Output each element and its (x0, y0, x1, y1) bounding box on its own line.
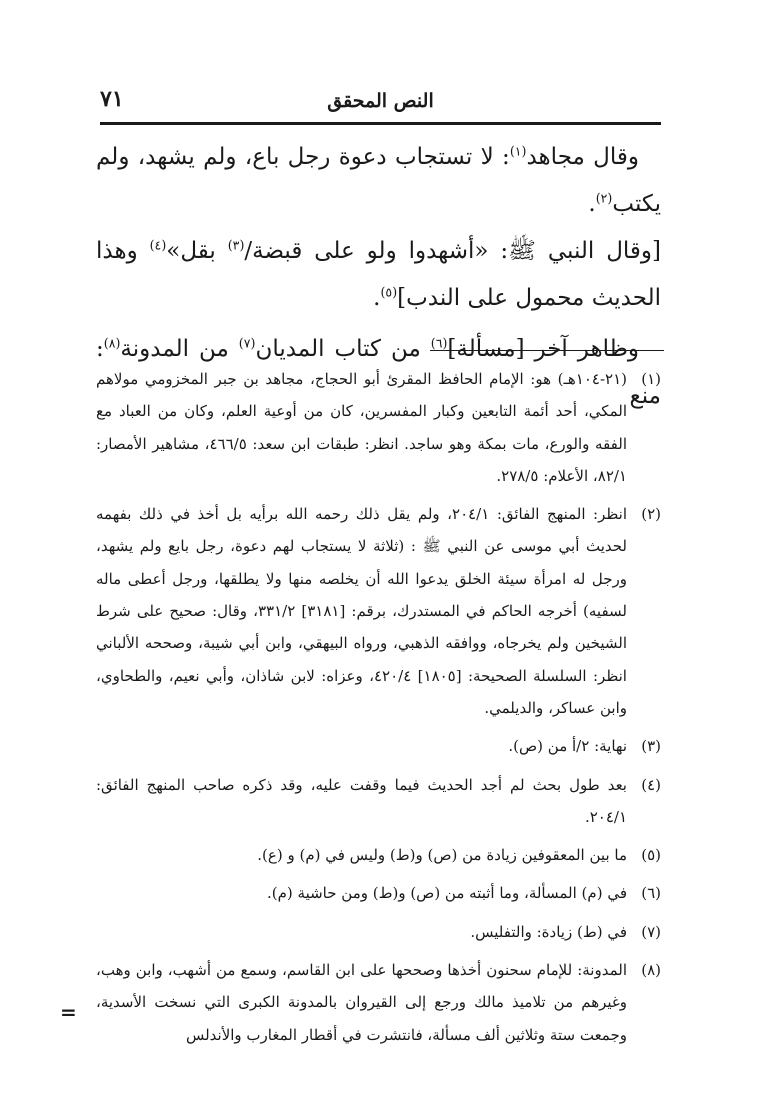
footnote-text: بعد طول بحث لم أجد الحديث فيما وقفت عليه، وقد ذكره صاحب المنهج الفائق: ٢٠٤/١. (96, 775, 627, 826)
footnote-number: (١) (641, 370, 661, 388)
footnote-number: (٧) (641, 922, 661, 941)
footnote-text: في (ط) زيادة: والتفليس. (470, 922, 627, 941)
footnote-ref: (٤) (149, 237, 167, 253)
footnote-2 (96, 498, 661, 724)
footnote-separator (430, 350, 664, 351)
footnote-number: (٦) (641, 884, 661, 903)
footnote-ref: (٦) (430, 335, 448, 351)
paragraph-hadith: [وقال النبي ﷺ: «أشهدوا ولو على قبضة/$^{(٣)}$ بقل»$^{(٤)}$ وهذا الحديث محمول على الندب]$^{(٥)}$. (96, 237, 661, 311)
footnote-number: (٥) (641, 846, 661, 865)
footnotes (96, 363, 661, 1057)
footnote-text: نهاية: ٢/أ من (ص). (508, 737, 627, 756)
continuation-mark: = (60, 1000, 77, 1024)
header-rule (100, 122, 661, 125)
footnote-8 (96, 954, 661, 1051)
page-number: ٧١ (100, 86, 124, 112)
footnote-ref: (٢) (595, 190, 613, 206)
paragraph-mujahid: وقال مجاهد$^{(١)}$: لا تستجاب دعوة رجل باع، ولم يشهد، ولم يكتب$^{(٢)}$. (96, 143, 661, 217)
footnote-number: (٤) (641, 775, 661, 794)
footnote-ref: (٧) (238, 335, 256, 351)
footnote-number: (٢) (641, 505, 661, 524)
paragraph-mudawwana: وظاهر آخر [مسألة]$^{(٦)}$ من كتاب المديان$^{(٧)}$ من المدونة$^{(٨)}$: منع (96, 335, 661, 409)
page-title: النص المحقق (327, 90, 434, 112)
footnote-5 (96, 839, 661, 871)
footnote-ref: (١) (509, 143, 527, 159)
footnote-ref: (٣) (227, 237, 245, 253)
footnote-4 (96, 769, 661, 834)
footnote-1 (96, 363, 661, 492)
page-header (100, 84, 661, 116)
footnote-ref: (٨) (103, 335, 121, 351)
footnote-number: (٨) (641, 961, 661, 980)
footnote-text: في (م) المسألة، وما أثبته من (ص) و(ط) ومن حاشية (م). (267, 884, 627, 903)
footnote-text: ما بين المعقوفين زيادة من (ص) و(ط) وليس في (م) و (ع). (257, 846, 627, 865)
footnote-3 (96, 730, 661, 762)
footnote-ref: (٥) (380, 284, 398, 300)
footnote-text: انظر: المنهج الفائق: ٢٠٤/١، ولم يقل ذلك رحمه الله برأيه بل أخذ في ذلك بفهمه لحديث أبي موسى عن النبي ﷺ : (ثلاثة لا يستجاب لهم دعوة، رجل بايع ولم يشهد، ورجل له امرأة سيئة الخلق يدعوا الله أن يخلصه منها ولا يطلقها، ورجل أعطى ماله لسفيه) أخرجه الحاكم في المستدرك، برقم: [٣١٨١] ٣٣١/٢، وقال: صحيح على شرط الشيخين ولم يخرجاه، ووافقه الذهبي، ورواه البيهقي، وابن أبي شيبة، وصححه الألباني انظر: السلسلة الصحيحة: [١٨٠٥] ٤٢٠/٤، وعزاه: لابن شاذان، وأبي نعيم، والطحاوي، وابن عساكر، والديلمي. (96, 505, 628, 717)
footnote-text: (٢١-١٠٤هـ) هو: الإمام الحافظ المقرئ أبو الحجاج، مجاهد بن جبر المخزومي مولاهم المكي، أحد أئمة التابعين وكبار المفسرين، كان من أوعية العلم، وكان من العباد مع الفقه والورع، مات بمكة وهو ساجد. انظر: طبقات ابن سعد: ٤٦٦/٥، مشاهير الأمصار: ٨٢/١، الأعلام: ٢٧٨/٥. (96, 370, 627, 485)
footnote-number: (٣) (641, 737, 661, 756)
footnote-7 (96, 916, 661, 948)
footnote-6 (96, 877, 661, 909)
footnote-text: المدونة: للإمام سحنون أخذها وصححها على ابن القاسم، وسمع من أشهب، وابن وهب، وغيرهم من تلاميذ مالك ورجع إلى القيروان بالمدونة الكبرى التي نسخت الأسدية، وجمعت ستة وثلاثين ألف مسألة، فانتشرت في أقطار المغارب والأندلس (96, 961, 627, 1044)
